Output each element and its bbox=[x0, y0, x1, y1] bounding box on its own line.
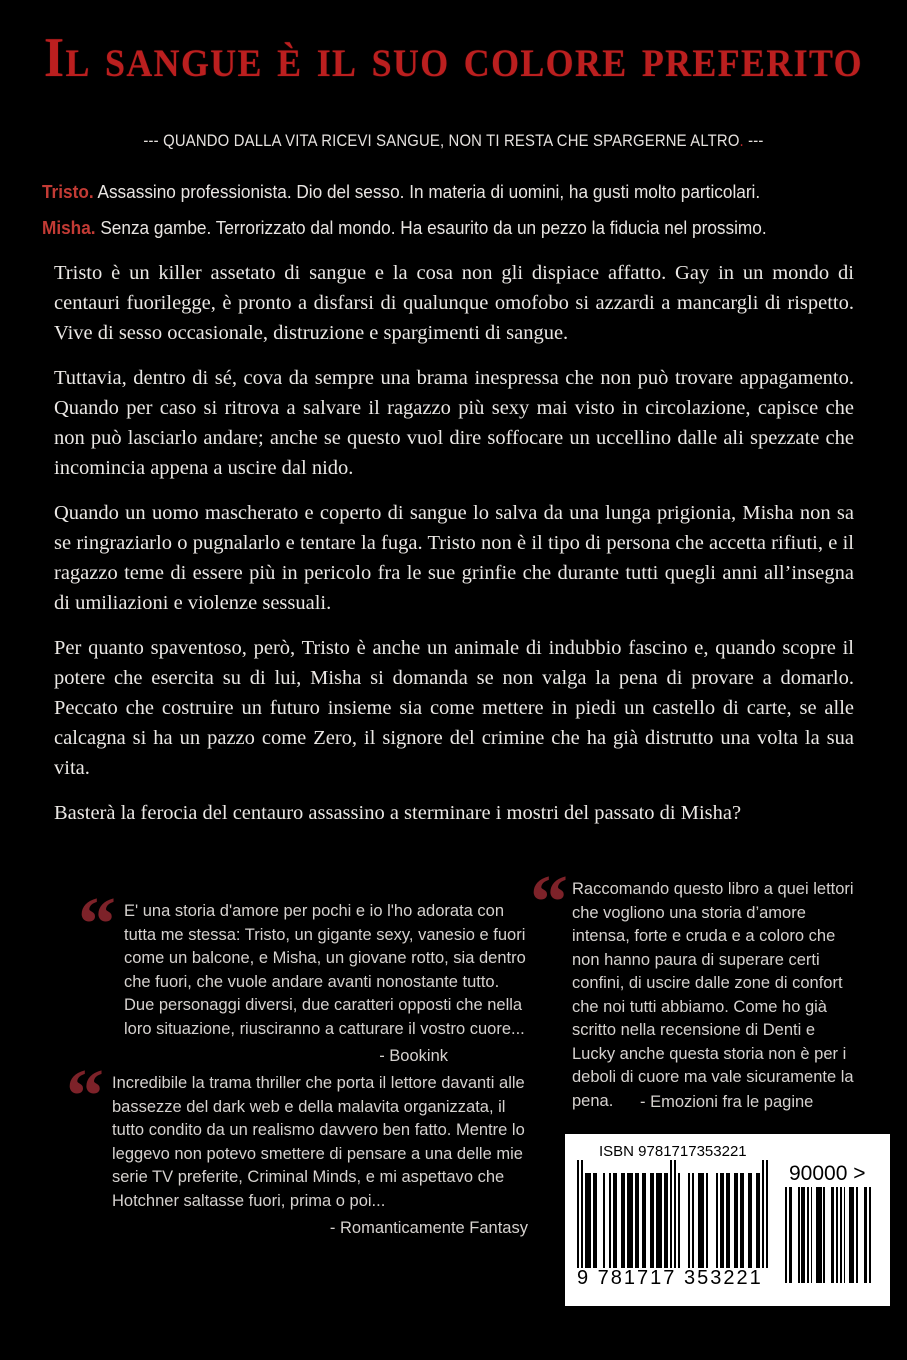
barcode-addon-value: 90000 > bbox=[789, 1162, 866, 1185]
barcode-bars-addon bbox=[785, 1187, 871, 1283]
tagline bbox=[45, 130, 861, 152]
character-list bbox=[42, 174, 872, 246]
blurb-text bbox=[54, 258, 854, 843]
character-description-tristo: Assassino professionista. Dio del sesso. In materia di uomini, ha gusti molto particolari. bbox=[97, 181, 761, 202]
character-line-tristo bbox=[42, 174, 814, 210]
book-title: Il sangue è il suo colore preferito bbox=[44, 27, 863, 89]
quote-mark-icon: “ bbox=[78, 882, 116, 966]
review-text: Raccomando questo libro a quei lettori che vogliono una storia d’amore intensa, forte e cruda e a coloro che non hanno paura di superare certi confini, di uscire dalle zone di confort che noi tutti abbiamo. Come ho già scritto nella recensione di Denti e Lucky anche questa storia non è per i deboli di cuore ma vale sicuramente la pena. bbox=[572, 880, 854, 1110]
character-description-misha: Senza gambe. Terrorizzato dal mondo. Ha esaurito da un pezzo la fiducia nel prossimo. bbox=[100, 217, 767, 238]
review-author: - Romanticamente Fantasy bbox=[329, 1219, 528, 1237]
review-author: - Bookink bbox=[379, 1047, 448, 1065]
review-bookink bbox=[78, 882, 533, 1069]
blurb-paragraph: Per quanto spaventoso, però, Tristo è anche un animale di indubbio fascino e, quando scopre il potere che esercita su di lui, Misha si domanda se non valga la pena di provare a domarlo. Peccato che costruire un futuro insieme sia come mettere in piedi un castello di carte, se alle calcagna si ha un pazzo come Zero, il signore del crimine che ha già distrutto una volta la sua vita. bbox=[54, 637, 854, 779]
character-name-misha: Misha. bbox=[42, 217, 96, 238]
review-text: E' una storia d'amore per pochi e io l'ho adorata con tutta me stessa: Tristo, un gigante sexy, vanesio e fuori come un balcone, e Misha, un giovane rotto, sia dentro che fuori, che vuole andare avanti nonostante tutto. Due personaggi diversi, due caratteri opposti che nella loro situazione, riusciranno a catturare il vostro cuore... bbox=[124, 902, 526, 1038]
quote-mark-icon: “ bbox=[530, 860, 568, 944]
blurb-paragraph: Tristo è un killer assetato di sangue e la cosa non gli dispiace affatto. Gay in un mondo di centauri fuorilegge, è pronto a disfarsi di qualunque omofobo si azzardi a mancargli di rispetto. Vive di sesso occasionale, distruzione e spargimenti di sangue. bbox=[54, 262, 854, 344]
character-line-misha bbox=[42, 210, 814, 246]
isbn-label: ISBN 9781717353221 bbox=[599, 1143, 747, 1160]
quote-mark-icon: “ bbox=[66, 1054, 104, 1138]
blurb-paragraph: Quando un uomo mascherato e coperto di sangue lo salva da una lunga prigionia, Misha non sa se ringraziarlo o pugnalarlo e tentare la fuga. Tristo non è il tipo di persona che accetta rifiuti, e il ragazzo teme di essere più in pericolo fra le sue grinfie che durante tutti quegli anni all’insegna di umiliazioni e violenze sessuali. bbox=[54, 502, 854, 614]
tagline-suffix-dashes: --- bbox=[748, 132, 764, 150]
review-author: - Emozioni fra le pagine bbox=[640, 1093, 814, 1111]
tagline-red-period: . bbox=[739, 132, 744, 150]
barcode-human-digits: 9 781717 353221 bbox=[577, 1267, 763, 1289]
isbn-barcode bbox=[565, 1134, 890, 1306]
review-text: Incredibile la trama thriller che porta il lettore davanti alle bassezze del dark web e della malavita organizzata, il tutto condito da un realismo davvero ben fatto. Mentre lo leggevo non potevo smettere di pensare a una delle mie serie TV preferite, Criminal Minds, e mi aspettavo che Hotchner saltasse fuori, prima o poi... bbox=[112, 1074, 525, 1210]
character-name-tristo: Tristo. bbox=[42, 181, 94, 202]
review-emozioni-fra-le-pagine bbox=[530, 860, 860, 1115]
blurb-paragraph: Tuttavia, dentro di sé, cova da sempre una brama inespressa che non può trovare appagamento. Quando per caso si ritrova a salvare il ragazzo più sexy mai visto in circolazione, capisce che non può lasciarlo andare; anche se questo vuol dire soffocare un uccellino dalle ali spezzate che incomincia appena a uscire dal nido. bbox=[54, 367, 854, 479]
tagline-prefix-dashes: --- bbox=[143, 132, 159, 150]
barcode-bars-main bbox=[577, 1160, 769, 1268]
tagline-text: QUANDO DALLA VITA RICEVI SANGUE, NON TI RESTA CHE SPARGERNE ALTRO bbox=[163, 132, 740, 150]
blurb-closing-question: Basterà la ferocia del centauro assassino a sterminare i mostri del passato di Misha? bbox=[54, 802, 742, 824]
